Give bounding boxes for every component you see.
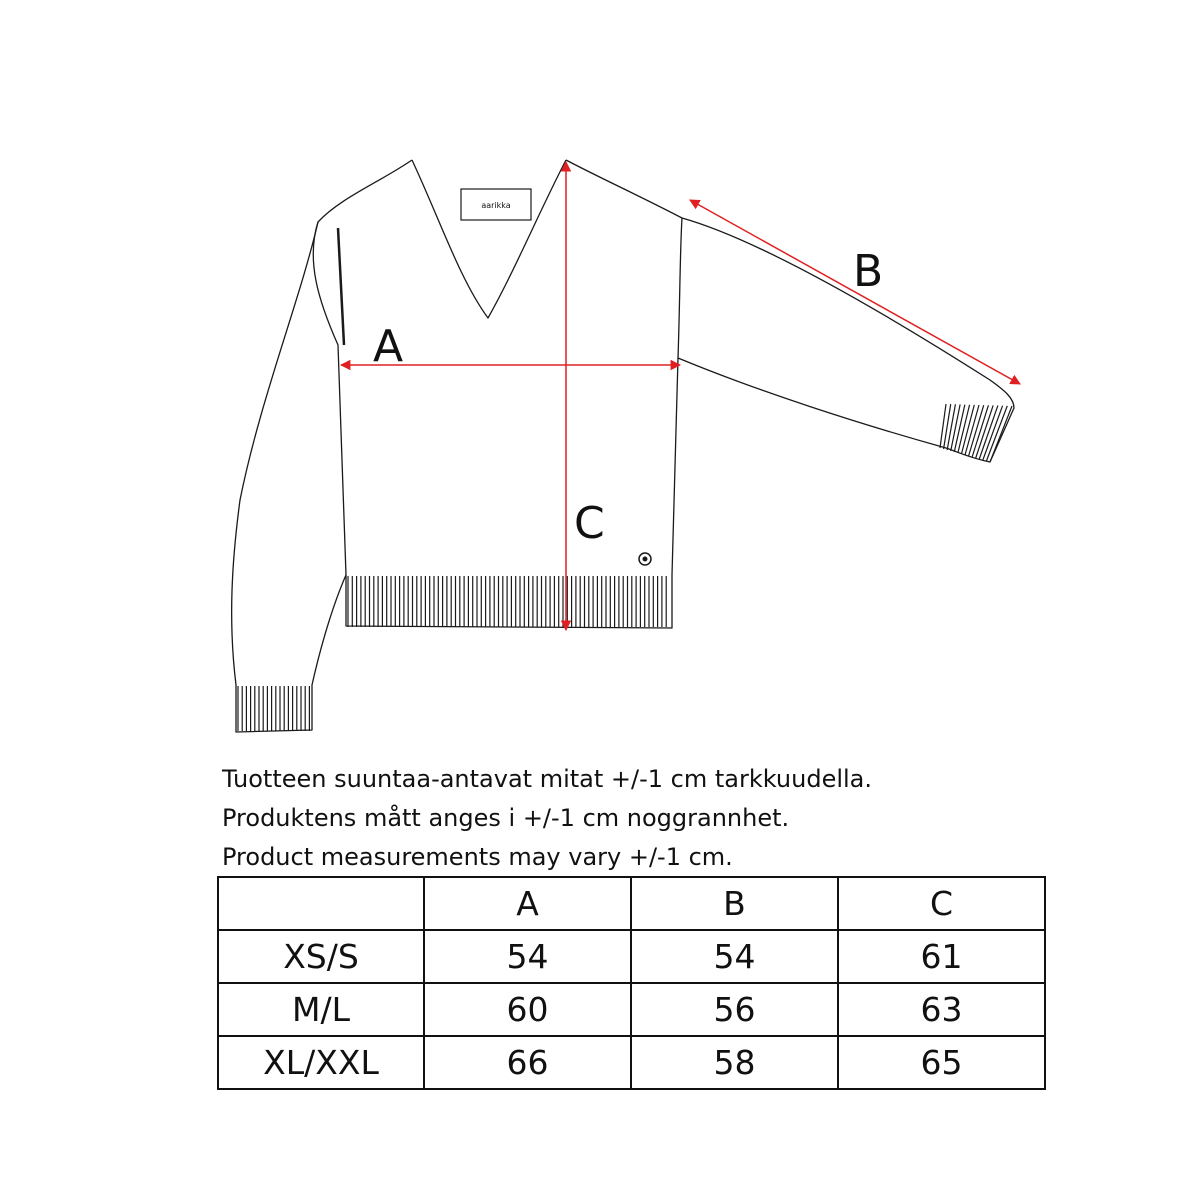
left-cuff-ribbing xyxy=(238,686,309,731)
note-finnish: Tuotteen suuntaa-antavat mitat +/-1 cm tarkkuudella. xyxy=(222,765,873,793)
table-row xyxy=(218,983,1045,1036)
header-cell-c: C xyxy=(838,877,1045,930)
value-cell-b: 58 xyxy=(631,1036,838,1089)
header-cell-b: B xyxy=(631,877,838,930)
value-cell-a: 66 xyxy=(424,1036,631,1089)
right-cuff-ribbing xyxy=(940,404,1012,462)
rib-line xyxy=(947,404,955,450)
value-cell-c: 63 xyxy=(838,983,1045,1036)
hem-ribbing xyxy=(348,576,666,627)
header-cell-empty xyxy=(218,877,424,930)
rib-line xyxy=(990,406,1012,462)
size-cell: XL/XXL xyxy=(218,1036,424,1089)
header-cell-a: A xyxy=(424,877,631,930)
size-cell: M/L xyxy=(218,983,424,1036)
size-table xyxy=(217,876,1046,1090)
value-cell-c: 61 xyxy=(838,930,1045,983)
table-row xyxy=(218,1036,1045,1089)
sweater-outline xyxy=(232,160,1014,732)
rib-line xyxy=(972,405,988,457)
rib-line xyxy=(969,405,984,456)
sweater-body xyxy=(313,160,682,628)
rib-line xyxy=(951,404,960,451)
v-neck xyxy=(412,160,566,318)
label-a: A xyxy=(373,321,404,372)
size-cell: XS/S xyxy=(218,930,424,983)
value-cell-a: 54 xyxy=(424,930,631,983)
value-cell-b: 56 xyxy=(631,983,838,1036)
table-row xyxy=(218,930,1045,983)
note-english: Product measurements may vary +/-1 cm. xyxy=(222,843,733,871)
left-sleeve-seam xyxy=(338,228,344,345)
label-c: C xyxy=(574,498,605,549)
label-b: B xyxy=(853,246,884,297)
brand-label: aarikka xyxy=(481,201,511,210)
note-swedish: Produktens mått anges i +/-1 cm noggrannhet. xyxy=(222,804,790,832)
left-sleeve xyxy=(232,222,346,732)
value-cell-b: 54 xyxy=(631,930,838,983)
rib-line xyxy=(986,406,1007,461)
right-sleeve xyxy=(678,218,1014,462)
value-cell-c: 65 xyxy=(838,1036,1045,1089)
value-cell-a: 60 xyxy=(424,983,631,1036)
table-header-row xyxy=(218,877,1045,930)
